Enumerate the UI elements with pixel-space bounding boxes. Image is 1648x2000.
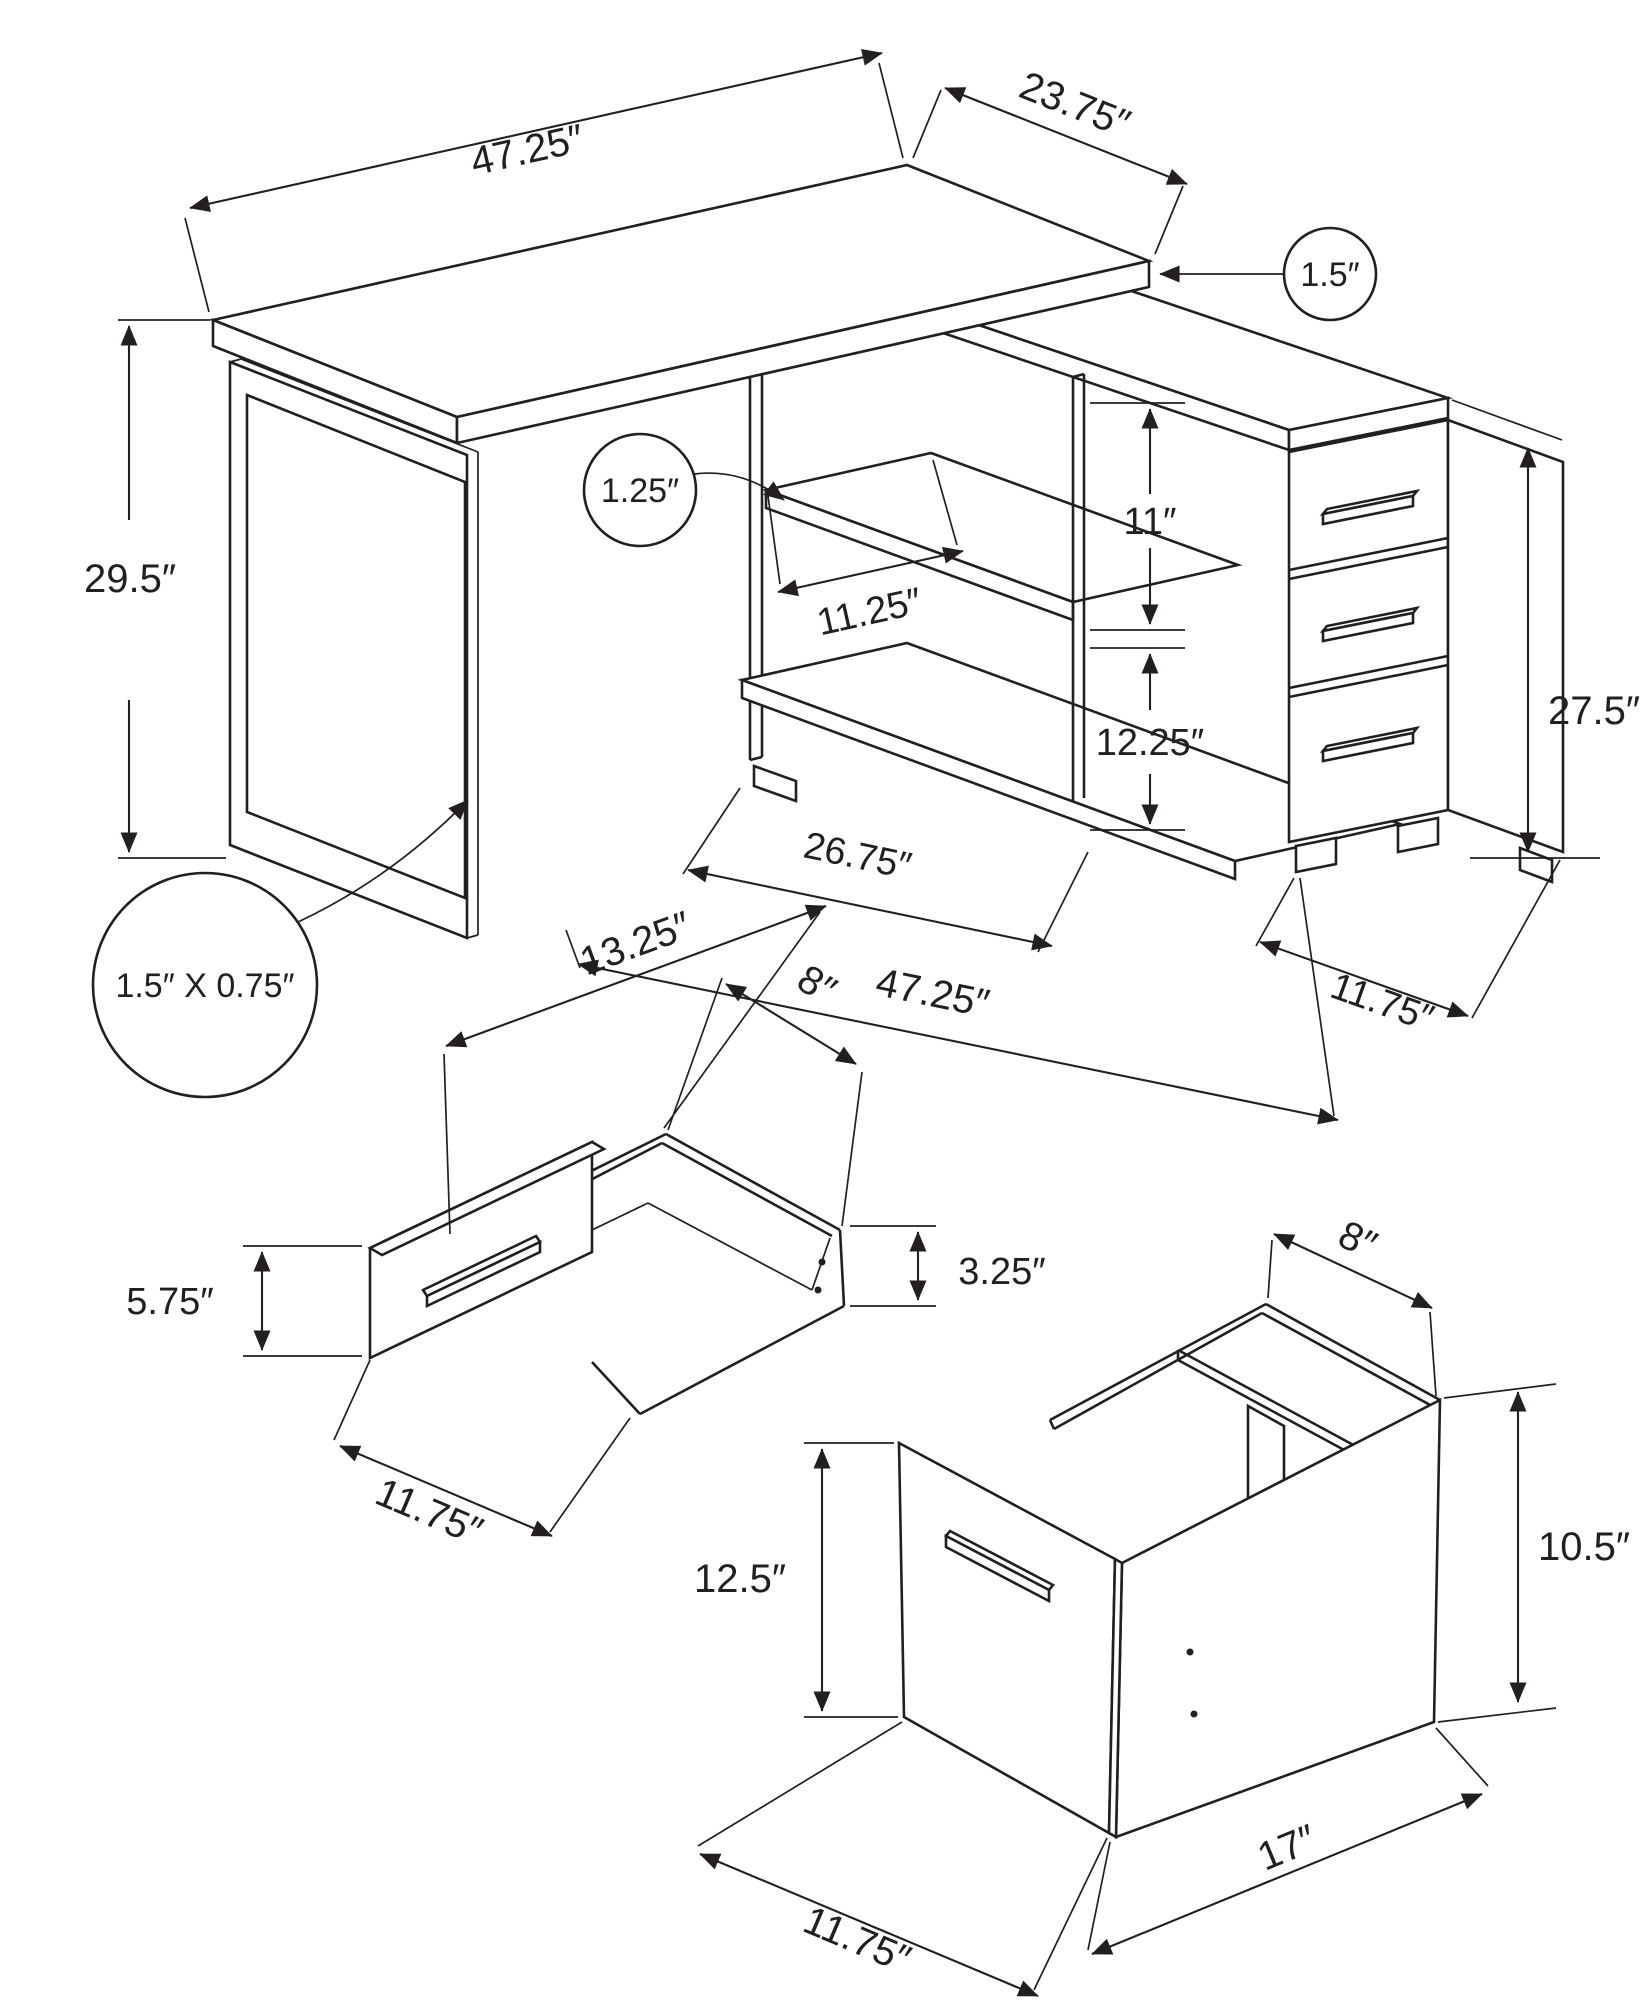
screw-hole: [1191, 1711, 1198, 1718]
base-width-label: 47.25″: [872, 960, 994, 1027]
dim-small-drawer-front-height: [126, 1246, 362, 1356]
callout-desktop-thickness: [1160, 228, 1376, 320]
drawer-front-panel: [370, 1142, 592, 1358]
desk-height-label: 29.5″: [83, 557, 177, 601]
small-drawer-depth-label: 8″: [789, 956, 844, 1014]
large-drawer-front-height-label: 12.5″: [693, 1557, 787, 1601]
cabinet-foot: [1398, 818, 1438, 852]
drawer-right-end-edge: [840, 1230, 844, 1306]
leg-inner-frame: [247, 395, 465, 898]
callout-shelf-thickness: [584, 434, 784, 546]
shelf-thickness-label: 1.25″: [600, 472, 680, 510]
screw-hole: [815, 1287, 822, 1294]
dim-small-drawer-bottom-width: [334, 1360, 630, 1554]
shelf-left-wall-foot: [754, 766, 796, 801]
drawer-left-rim-cap: [1050, 1420, 1054, 1429]
drawer-left-rim: [1050, 1304, 1266, 1420]
small-drawer-side-height-label: 3.25″: [958, 1251, 1046, 1293]
dim-desk-height: [84, 320, 226, 858]
drawer-left-rim-inner: [1054, 1313, 1262, 1429]
drawer-right-rim: [666, 1134, 840, 1230]
dim-large-drawer-front-height: [694, 1443, 898, 1717]
desktop-thickness-label: 1.5″: [1300, 256, 1360, 294]
leg-profile-label: 1.5″ X 0.75″: [115, 967, 295, 1005]
dim-large-drawer-top-depth: [1268, 1213, 1436, 1396]
leg-accent-bottom: [467, 935, 478, 938]
small-drawer: [370, 1134, 844, 1414]
dim-small-drawer-depth: [668, 957, 862, 1226]
shelf-gap-lower-label: 12.25″: [1095, 722, 1205, 764]
large-drawer-bottom-width-label: 11.75″: [797, 1898, 917, 1983]
desk-leg: [230, 359, 478, 938]
drawer-bottom-edge: [640, 1306, 844, 1414]
screw-hole: [819, 1259, 826, 1266]
dim-small-drawer-side-height: [850, 1226, 1046, 1306]
cabinet-height-label: 27.5″: [1548, 689, 1641, 733]
small-drawer-bottom-width-label: 11.75″: [369, 1470, 489, 1555]
cabinet-side-face: [1448, 420, 1563, 852]
drawer-back-rim: [1266, 1304, 1440, 1400]
small-drawer-width-label: 13.25″: [574, 903, 697, 985]
desktop-depth-label: 23.75″: [1013, 63, 1137, 147]
desktop-width-label: 47.25″: [466, 116, 588, 185]
shelf-depth-label: 11.25″: [813, 580, 926, 645]
cabinet: [1289, 420, 1563, 882]
drawer-back-rim-inner: [1262, 1313, 1432, 1406]
shelf-left-wall-bottom: [750, 757, 762, 760]
cabinet-depth-label: 11.75″: [1325, 965, 1439, 1041]
dim-large-drawer-side-height: [1438, 1384, 1630, 1722]
opening-width-label: 26.75″: [800, 824, 915, 888]
dim-opening-width: [683, 788, 1088, 952]
drawer-right-rim-inner: [662, 1143, 832, 1236]
large-drawer-bottom-depth-label: 17″: [1251, 1816, 1323, 1880]
screw-hole: [1187, 1649, 1194, 1656]
large-drawer: [899, 1304, 1440, 1837]
small-drawer-front-height-label: 5.75″: [126, 1281, 214, 1323]
shelf-gap-upper-label: 11″: [1123, 501, 1177, 543]
large-drawer-side-height-label: 10.5″: [1538, 1525, 1631, 1569]
desktop: [213, 165, 1149, 443]
large-drawer-top-depth-label: 8″: [1331, 1212, 1384, 1268]
drawer-front-panel: [899, 1443, 1115, 1833]
drawer-bottom-front-edge: [592, 1362, 640, 1414]
drawer-interior-floor-right: [648, 1203, 812, 1290]
cabinet-foot: [1520, 848, 1552, 882]
